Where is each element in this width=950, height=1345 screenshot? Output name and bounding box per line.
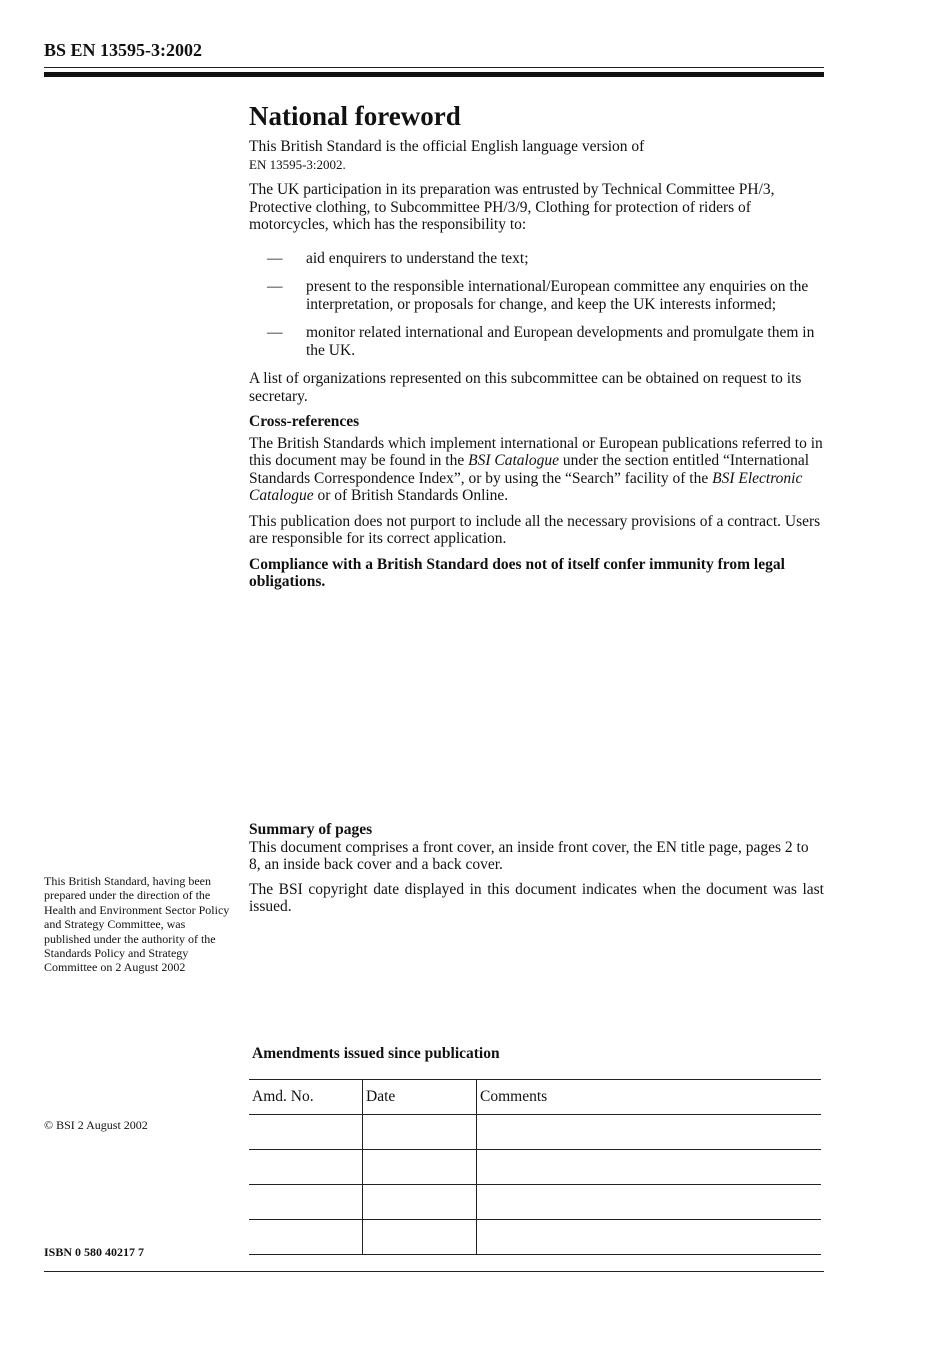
intro-paragraph bbox=[249, 138, 824, 173]
table-cell bbox=[363, 1115, 477, 1150]
amendments-table bbox=[249, 1079, 821, 1255]
list-item bbox=[249, 250, 824, 268]
list-item-text: monitor related international and European developments and promulgate them in the UK. bbox=[306, 324, 815, 359]
table-cell bbox=[477, 1150, 822, 1185]
copyright-notice: © BSI 2 August 2002 bbox=[44, 1118, 148, 1132]
responsibility-list bbox=[249, 250, 824, 360]
header-rule-thick bbox=[44, 72, 824, 77]
table-cell bbox=[477, 1220, 822, 1255]
table-cell bbox=[249, 1150, 363, 1185]
crossref-text-1: The British Standards which implement international or European publications referred to in this document may be found in the bbox=[249, 434, 823, 469]
summary-text: This document comprises a front cover, an inside front cover, the EN title page, pages 2 to 8, an inside back cover and a back cover. bbox=[249, 838, 809, 873]
bsi-electronic-catalogue-title: BSI Electronic Catalogue bbox=[249, 469, 803, 504]
crossref-text-2: under the section entitled “International Standards Correspondence Index”, or by using the “Search” facility of the bbox=[249, 452, 810, 487]
table-row bbox=[249, 1220, 821, 1255]
publication-authority-note: This British Standard, having been prepared under the direction of the Health and Environment Sector Policy and Strategy Committee, was published under the authority of the Standards Policy and Strategy Committee on 2 August 2002 bbox=[44, 874, 230, 975]
column-header-comments: Comments bbox=[477, 1080, 822, 1115]
table-row bbox=[249, 1115, 821, 1150]
participation-paragraph: The UK participation in its preparation was entrusted by Technical Committee PH/3, Protective clothing, to Subcommittee PH/3/9, Clothing for protection of riders of motorcycles, which has the responsibility to: bbox=[249, 181, 775, 233]
document-code: BS EN 13595-3:2002 bbox=[44, 40, 203, 60]
list-item-text: present to the responsible international/European committee any enquiries on the interpretation, or proposals for change, and keep the UK interests informed; bbox=[306, 278, 809, 313]
table-header-row bbox=[249, 1080, 821, 1115]
summary-heading: Summary of pages bbox=[249, 821, 373, 838]
table-cell bbox=[249, 1220, 363, 1255]
crossref-heading: Cross-references bbox=[249, 413, 360, 430]
table-cell bbox=[249, 1185, 363, 1220]
contract-paragraph: This publication does not purport to include all the necessary provisions of a contract. Users are responsible for its correct application. bbox=[249, 512, 821, 547]
list-dash: — bbox=[267, 278, 283, 295]
isbn: ISBN 0 580 40217 7 bbox=[44, 1245, 145, 1259]
crossref-paragraph bbox=[249, 435, 824, 505]
column-header-amd-no: Amd. No. bbox=[249, 1080, 363, 1115]
table-row bbox=[249, 1185, 821, 1220]
intro-line-1: This British Standard is the official English language version of bbox=[249, 138, 645, 155]
table-row bbox=[249, 1150, 821, 1185]
page-title: National foreword bbox=[249, 101, 461, 131]
national-foreword bbox=[249, 100, 824, 599]
copyright-date-note: The BSI copyright date displayed in this document indicates when the document was last issued. bbox=[249, 880, 824, 915]
table-cell bbox=[363, 1185, 477, 1220]
footer-rule bbox=[44, 1271, 824, 1272]
table-cell bbox=[477, 1185, 822, 1220]
list-dash: — bbox=[267, 249, 283, 267]
list-dash: — bbox=[267, 324, 283, 341]
organizations-paragraph: A list of organizations represented on this subcommittee can be obtained on request to its secretary. bbox=[249, 370, 802, 405]
table-cell bbox=[363, 1220, 477, 1255]
table-cell bbox=[363, 1150, 477, 1185]
summary-of-pages bbox=[249, 821, 824, 923]
table-cell bbox=[249, 1115, 363, 1150]
compliance-paragraph: Compliance with a British Standard does not of itself confer immunity from legal obligations. bbox=[249, 555, 785, 590]
list-item bbox=[249, 278, 824, 313]
amendments-title: Amendments issued since publication bbox=[252, 1045, 500, 1062]
column-header-date: Date bbox=[363, 1080, 477, 1115]
header-rule-thin bbox=[44, 67, 824, 68]
bsi-catalogue-title: BSI Catalogue bbox=[468, 452, 559, 469]
list-item-text: aid enquirers to understand the text; bbox=[306, 249, 529, 267]
crossref-text-3: or of British Standards Online. bbox=[313, 487, 509, 504]
list-item bbox=[249, 324, 824, 359]
intro-line-2: EN 13595-3:2002. bbox=[249, 156, 346, 172]
table-cell bbox=[477, 1115, 822, 1150]
